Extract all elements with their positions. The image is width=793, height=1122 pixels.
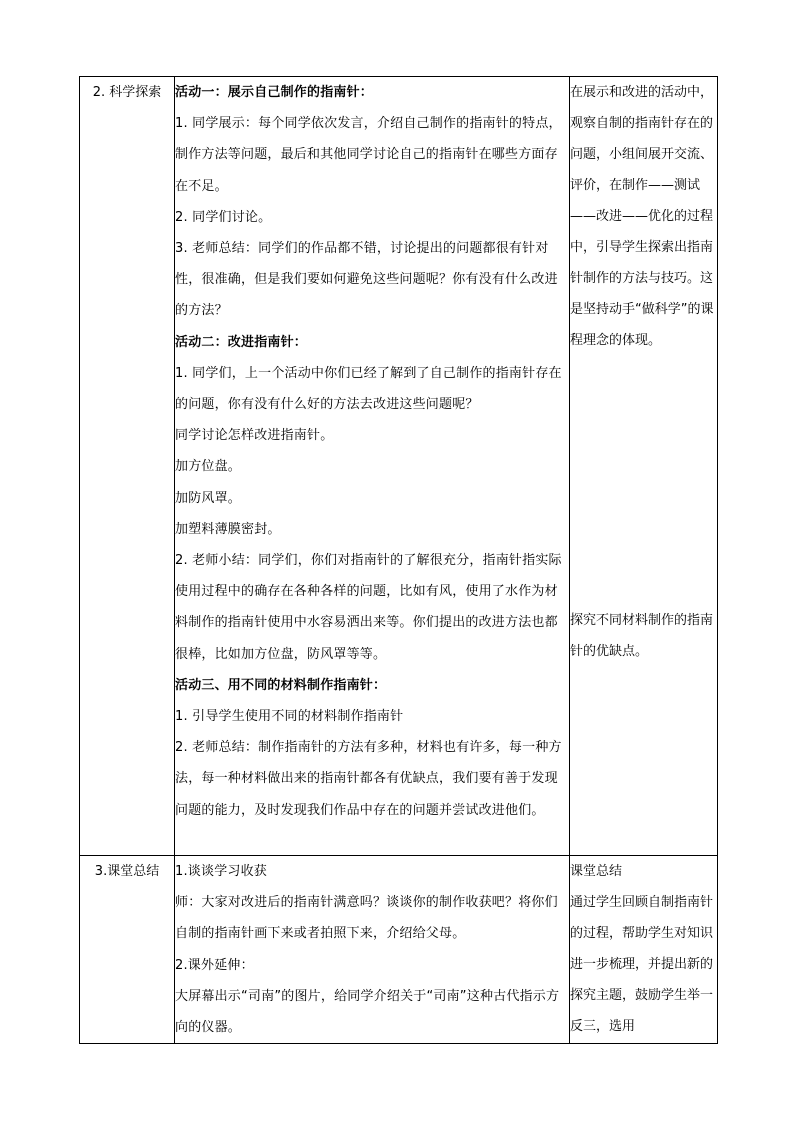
- paragraph: 2. 老师小结：同学们，你们对指南针的了解很充分，指南针指实际使用过程中的确存在各种各样的问题，比如有风，使用了水作为材料制作的指南针使用中水容易洒出来等。你们提出的改进方法也都很棒，比如加方位盘，防风罩等等。: [175, 553, 562, 662]
- content-cell: [175, 856, 570, 1044]
- paragraph: 大屏幕出示“司南”的图片，给同学介绍关于“司南”这种古代指示方向的仪器。: [175, 988, 560, 1036]
- design-note: 在展示和改进的活动中，观察自制的指南针存在的问题，小组间展开交流、评价，在制作——测试——改进——优化的过程中，引导学生探索出指南针制作的方法与技巧。这是坚持动手“做科学”的课程理念的体现。: [570, 85, 714, 348]
- stage-cell: [80, 77, 175, 856]
- paragraph: 2. 同学们讨论。: [175, 209, 272, 225]
- paragraph: 同学讨论怎样改进指南针。: [175, 428, 334, 444]
- stage-cell: [80, 856, 175, 1044]
- stage-label: 2. 科学探索: [92, 85, 162, 100]
- design-note: 探究不同材料制作的指南针的优缺点。: [570, 613, 714, 659]
- paragraph: 师：大家对改进后的指南针满意吗？谈谈你的制作收获吧？将你们自制的指南针画下来或者拍照下来，介绍给父母。: [175, 895, 558, 942]
- stage-label: 3.课堂总结: [94, 864, 160, 879]
- design-note: 课堂总结: [570, 864, 623, 879]
- design-note: 通过学生回顾自制指南针的过程，帮助学生对知识进一步梳理，并提出新的探究主题，鼓励学生举一反三，选用: [570, 895, 714, 1034]
- paragraph: 加防风罩。: [175, 490, 242, 506]
- paragraph: 加方位盘。: [175, 459, 242, 475]
- paragraph: 1.谈谈学习收获: [175, 864, 268, 879]
- paragraph: 2.课外延伸：: [175, 957, 254, 973]
- lesson-plan-table: [79, 76, 718, 1044]
- paragraph: 2. 老师总结：制作指南针的方法有多种，材料也有许多，每一种方法，每一种材料做出来的指南针都各有优缺点，我们要有善于发现问题的能力，及时发现我们作品中存在的问题并尝试改进他们。: [175, 740, 562, 818]
- paragraph: 3. 老师总结：同学们的作品都不错，讨论提出的问题都很有针对性，很准确，但是我们要如何避免这些问题呢？你有没有什么改进的方法？: [175, 241, 558, 319]
- table-row: [80, 77, 718, 856]
- activity-heading: 活动二：改进指南针：: [175, 334, 308, 350]
- table-row: [80, 856, 718, 1044]
- activity-heading: 活动一：展示自己制作的指南针：: [175, 85, 374, 100]
- paragraph: 1. 引导学生使用不同的材料制作指南针: [175, 709, 404, 725]
- note-cell: [570, 77, 718, 856]
- note-cell: [570, 856, 718, 1044]
- paragraph: 1. 同学展示：每个同学依次发言，介绍自己制作的指南针的特点，制作方法等问题，最后和其他同学讨论自己的指南针在哪些方面存在不足。: [175, 116, 562, 194]
- paragraph: 1. 同学们，上一个活动中你们已经了解到了自己制作的指南针存在的问题，你有没有什么好的方法去改进这些问题呢？: [175, 365, 562, 413]
- activity-heading: 活动三、用不同的材料制作指南针：: [175, 677, 387, 693]
- content-cell: [175, 77, 570, 856]
- paragraph: 加塑料薄膜密封。: [175, 521, 281, 537]
